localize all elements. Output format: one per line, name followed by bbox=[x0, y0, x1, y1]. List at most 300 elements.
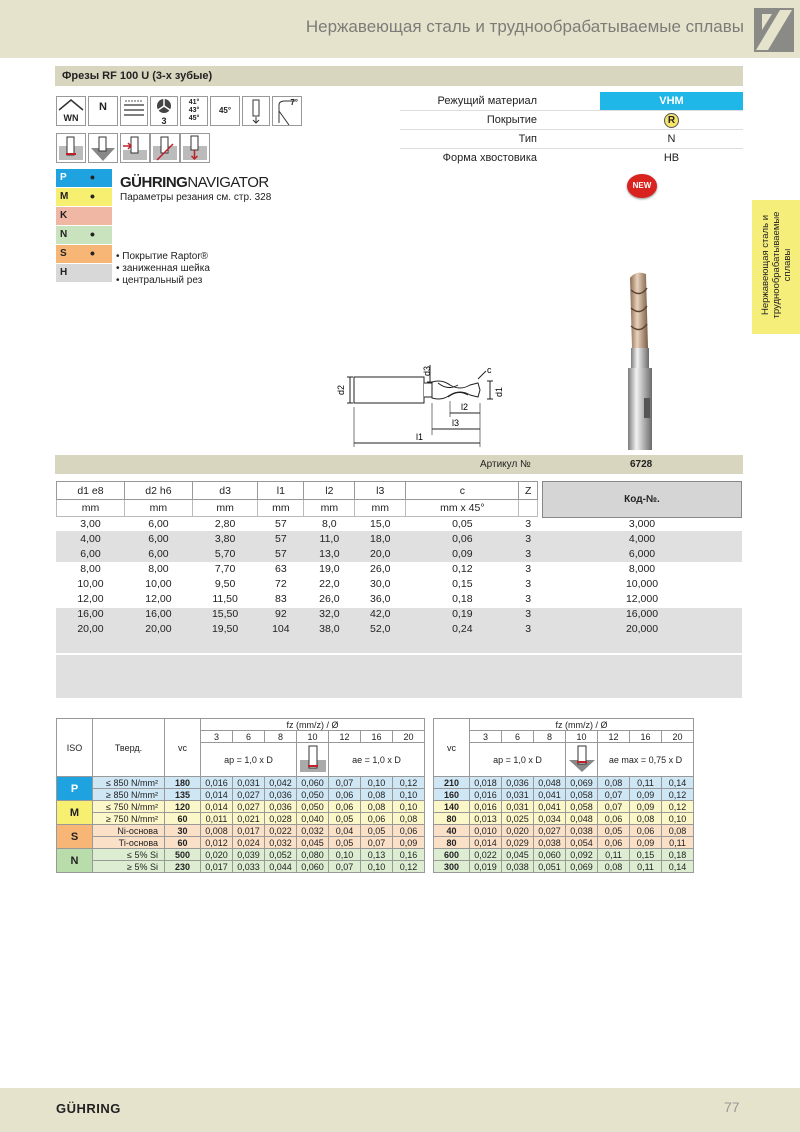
diameter-cell: 6 bbox=[502, 731, 534, 743]
hardness-cell: ≤ 5% Si bbox=[93, 849, 165, 861]
fz-cell: 0,09 bbox=[630, 789, 662, 801]
ap-label: ap = 1,0 x D bbox=[470, 743, 566, 777]
dim-cell: 4,00 bbox=[80, 533, 101, 545]
hardness-cell: ≤ 750 N/mm² bbox=[93, 801, 165, 813]
plunge-angle-icon bbox=[89, 134, 117, 162]
fz-cell: 0,045 bbox=[502, 849, 534, 861]
fz-cell: 0,040 bbox=[297, 813, 329, 825]
fz-cell: 0,008 bbox=[201, 825, 233, 837]
helix-symbol bbox=[272, 96, 302, 126]
dim-row bbox=[57, 562, 538, 577]
prop-row-coating bbox=[400, 111, 743, 130]
fz-cell: 0,092 bbox=[566, 849, 598, 861]
dim-unit-cell bbox=[519, 500, 538, 517]
code-number[interactable]: 10,000 bbox=[625, 578, 659, 590]
fz-cell: 0,06 bbox=[393, 825, 425, 837]
fz-cell: 0,060 bbox=[297, 861, 329, 873]
chamfer-symbol: 45° bbox=[210, 96, 240, 126]
prop-key: Форма хвостовика bbox=[442, 152, 537, 164]
vc-cell: 500 bbox=[165, 849, 201, 861]
dim-cell: 3 bbox=[525, 578, 532, 590]
fz-cell: 0,08 bbox=[361, 801, 393, 813]
fz-cell: 0,027 bbox=[534, 825, 566, 837]
fz-cell: 0,15 bbox=[630, 849, 662, 861]
dim-header-cell: l3 bbox=[355, 482, 406, 500]
diameter-cell: 10 bbox=[566, 731, 598, 743]
dim-cell: 0,15 bbox=[452, 578, 473, 590]
fz-cell: 0,09 bbox=[393, 837, 425, 849]
cutting-params-ref: Параметры резания см. стр. 328 bbox=[120, 192, 272, 203]
hardness-cell: Ni-основа bbox=[93, 825, 165, 837]
vc-cell: 180 bbox=[165, 777, 201, 789]
fz-cell: 0,032 bbox=[297, 825, 329, 837]
fz-header: fz (mm/z) / Ø bbox=[470, 719, 694, 731]
fz-cell: 0,021 bbox=[233, 813, 265, 825]
fz-cell: 0,051 bbox=[534, 861, 566, 873]
fz-cell: 0,08 bbox=[393, 813, 425, 825]
fz-cell: 0,07 bbox=[361, 837, 393, 849]
fz-cell: 0,08 bbox=[662, 825, 694, 837]
fz-cell: 0,060 bbox=[534, 849, 566, 861]
fz-cell: 0,10 bbox=[361, 861, 393, 873]
fz-cell: 0,013 bbox=[470, 813, 502, 825]
dim-unit-cell: mm bbox=[192, 500, 257, 517]
fz-cell: 0,16 bbox=[393, 849, 425, 861]
ramp-op-symbol bbox=[150, 133, 180, 163]
prop-row-material bbox=[400, 92, 743, 111]
dim-cell: 15,0 bbox=[370, 518, 391, 531]
iso-letter: S bbox=[60, 248, 67, 259]
fz-cell: 0,12 bbox=[662, 789, 694, 801]
code-number[interactable]: 16,000 bbox=[625, 608, 659, 620]
fz-cell: 0,11 bbox=[630, 861, 662, 873]
fz-cell: 0,011 bbox=[201, 813, 233, 825]
dim-row bbox=[57, 547, 538, 562]
ae-label: ae = 1,0 x D bbox=[329, 743, 425, 777]
fz-cell: 0,038 bbox=[566, 825, 598, 837]
feature-item: • заниженная шейка bbox=[116, 263, 210, 274]
fz-cell: 0,048 bbox=[534, 777, 566, 789]
fz-cell: 0,050 bbox=[297, 801, 329, 813]
hardness-cell: ≥ 850 N/mm² bbox=[93, 789, 165, 801]
fz-cell: 0,09 bbox=[630, 837, 662, 849]
dim-cell: 3 bbox=[525, 518, 532, 531]
iso-group-p bbox=[56, 169, 112, 187]
prop-key: Покрытие bbox=[486, 114, 537, 126]
code-column-header: Код-№. bbox=[542, 481, 742, 518]
fz-cell: 0,08 bbox=[630, 813, 662, 825]
row-band bbox=[56, 655, 742, 698]
fz-cell: 0,017 bbox=[233, 825, 265, 837]
d2-label: d2 bbox=[336, 384, 346, 395]
vc-header: vc bbox=[434, 719, 470, 777]
dim-row bbox=[57, 517, 538, 532]
fz-cell: 0,041 bbox=[534, 789, 566, 801]
fz-cell: 0,058 bbox=[566, 789, 598, 801]
dim-cell: 9,50 bbox=[214, 578, 236, 590]
dim-cell: 8,00 bbox=[80, 563, 101, 575]
page-number: 77 bbox=[724, 1099, 740, 1115]
dim-cell: 6,00 bbox=[148, 518, 169, 531]
cut-data-row bbox=[57, 801, 694, 813]
fz-cell: 0,12 bbox=[393, 777, 425, 789]
dim-row bbox=[57, 577, 538, 592]
iso-group-h bbox=[56, 264, 112, 282]
dim-cell: 0,09 bbox=[452, 548, 473, 560]
dim-cell: 0,19 bbox=[452, 608, 473, 620]
dim-units-row bbox=[57, 500, 538, 517]
vc-cell: 30 bbox=[165, 825, 201, 837]
fz-cell: 0,017 bbox=[201, 861, 233, 873]
code-number[interactable]: 6,000 bbox=[628, 548, 656, 560]
fz-cell: 0,069 bbox=[566, 861, 598, 873]
iso-mark: • bbox=[90, 245, 95, 261]
flutes-count: 3 bbox=[161, 116, 167, 126]
fz-cell: 0,05 bbox=[329, 813, 361, 825]
slotting-icon bbox=[57, 134, 85, 162]
vc-cell: 600 bbox=[434, 849, 470, 861]
fz-cell: 0,069 bbox=[566, 777, 598, 789]
fz-cell: 0,019 bbox=[470, 861, 502, 873]
fz-cell: 0,022 bbox=[265, 825, 297, 837]
roof-icon bbox=[57, 97, 85, 111]
iso-letter: H bbox=[60, 267, 68, 278]
hardness-cell: ≥ 750 N/mm² bbox=[93, 813, 165, 825]
dim-cell: 0,05 bbox=[452, 518, 473, 531]
d3-label: d3 bbox=[422, 365, 432, 376]
d1-label: d1 bbox=[494, 386, 504, 397]
fz-cell: 0,04 bbox=[329, 825, 361, 837]
fz-cell: 0,06 bbox=[630, 825, 662, 837]
fz-cell: 0,031 bbox=[233, 777, 265, 789]
vc-cell: 140 bbox=[434, 801, 470, 813]
fz-cell: 0,045 bbox=[297, 837, 329, 849]
fz-cell: 0,11 bbox=[598, 849, 630, 861]
iso-group-n bbox=[56, 226, 112, 244]
dim-cell: 5,70 bbox=[214, 548, 236, 560]
fz-cell: 0,016 bbox=[201, 777, 233, 789]
iso-group-m bbox=[56, 188, 112, 206]
fz-cell: 0,020 bbox=[502, 825, 534, 837]
cut-header-row bbox=[57, 719, 694, 731]
fz-cell: 0,11 bbox=[630, 777, 662, 789]
iso-group-k bbox=[56, 207, 112, 225]
dim-cell: 19,0 bbox=[319, 563, 340, 575]
cut-data-row bbox=[57, 837, 694, 849]
new-badge: NEW bbox=[627, 174, 657, 198]
fz-cell: 0,036 bbox=[265, 789, 297, 801]
code-number[interactable]: 3,000 bbox=[628, 518, 656, 530]
fz-cell: 0,10 bbox=[361, 777, 393, 789]
fz-cell: 0,036 bbox=[265, 801, 297, 813]
tool-dimension-drawing bbox=[330, 355, 510, 450]
footer-logo: GÜHRING bbox=[56, 1101, 121, 1116]
fz-cell: 0,10 bbox=[393, 801, 425, 813]
fz-cell: 0,033 bbox=[233, 861, 265, 873]
feature-list bbox=[116, 251, 210, 287]
dim-unit-cell: mm bbox=[304, 500, 355, 517]
n-symbol: N bbox=[88, 96, 118, 126]
code-number[interactable]: 12,000 bbox=[625, 593, 659, 605]
fz-cell: 0,010 bbox=[470, 825, 502, 837]
dim-cell: 7,70 bbox=[214, 563, 236, 575]
diameter-cell: 12 bbox=[329, 731, 361, 743]
fz-cell: 0,022 bbox=[470, 849, 502, 861]
dim-cell: 20,0 bbox=[370, 548, 391, 560]
dim-cell: 26,0 bbox=[370, 563, 391, 575]
dim-header-cell: d3 bbox=[192, 482, 257, 500]
fz-cell: 0,029 bbox=[502, 837, 534, 849]
code-number[interactable]: 20,000 bbox=[625, 623, 659, 635]
fz-cell: 0,018 bbox=[470, 777, 502, 789]
fz-cell: 0,058 bbox=[566, 801, 598, 813]
feature-item: • Покрытие Raptor® bbox=[116, 251, 209, 262]
ap-label: ap = 1,0 x D bbox=[201, 743, 297, 777]
dim-cell: 36,0 bbox=[370, 593, 391, 605]
surface-symbol bbox=[120, 96, 148, 126]
fz-cell: 0,012 bbox=[201, 837, 233, 849]
fz-cell: 0,048 bbox=[566, 813, 598, 825]
dim-cell: 57 bbox=[275, 533, 287, 545]
dim-cell: 11,0 bbox=[319, 533, 340, 545]
dim-cell: 10,00 bbox=[145, 578, 172, 590]
diameter-cell: 20 bbox=[662, 731, 694, 743]
guhring-emblem-icon bbox=[754, 8, 794, 52]
fz-cell: 0,08 bbox=[598, 861, 630, 873]
fz-cell: 0,14 bbox=[662, 861, 694, 873]
wn-label: WN bbox=[63, 113, 79, 123]
coating-badge bbox=[600, 111, 743, 129]
dim-cell: 6,00 bbox=[148, 548, 169, 560]
fz-cell: 0,13 bbox=[361, 849, 393, 861]
diameter-cell: 16 bbox=[361, 731, 393, 743]
fz-cell: 0,054 bbox=[566, 837, 598, 849]
dim-row bbox=[57, 622, 538, 637]
prop-key: Тип bbox=[518, 133, 537, 145]
flutes-symbol bbox=[150, 96, 178, 126]
l2-label: l2 bbox=[461, 402, 469, 412]
diameter-cell: 16 bbox=[630, 731, 662, 743]
fz-cell: 0,016 bbox=[470, 801, 502, 813]
fz-cell: 0,06 bbox=[598, 837, 630, 849]
dim-cell: 92 bbox=[275, 608, 287, 620]
dim-cell: 63 bbox=[275, 563, 287, 575]
dim-cell: 52,0 bbox=[370, 623, 391, 635]
iso-cell-p: P bbox=[57, 777, 93, 801]
brand-main: GÜHRING bbox=[120, 174, 188, 191]
dim-cell: 11,50 bbox=[212, 593, 238, 605]
dim-cell: 13,0 bbox=[319, 548, 340, 560]
diameter-cell: 3 bbox=[470, 731, 502, 743]
chapter-side-tab[interactable] bbox=[752, 200, 800, 334]
angles-symbol: 41° 43° 45° bbox=[180, 96, 208, 126]
vc-cell: 210 bbox=[434, 777, 470, 789]
dim-cell: 3 bbox=[525, 533, 532, 545]
dim-header-cell: Z bbox=[519, 482, 538, 500]
code-number[interactable]: 4,000 bbox=[628, 533, 656, 545]
vc-cell: 60 bbox=[165, 837, 201, 849]
fz-cell: 0,07 bbox=[329, 777, 361, 789]
prop-value: VHM bbox=[600, 92, 743, 110]
dim-cell: 12,00 bbox=[145, 593, 172, 605]
fz-cell: 0,050 bbox=[297, 789, 329, 801]
article-number: 6728 bbox=[630, 459, 653, 470]
dim-cell: 6,00 bbox=[80, 548, 101, 560]
vc-cell: 60 bbox=[165, 813, 201, 825]
fz-cell: 0,08 bbox=[361, 789, 393, 801]
dim-cell: 6,00 bbox=[148, 533, 169, 545]
prop-row-type bbox=[400, 130, 743, 149]
dim-cell: 0,18 bbox=[452, 593, 473, 605]
dim-cell: 8,00 bbox=[148, 563, 169, 575]
vc-cell: 40 bbox=[434, 825, 470, 837]
fz-cell: 0,060 bbox=[297, 777, 329, 789]
diameter-cell: 6 bbox=[233, 731, 265, 743]
fz-header: fz (mm/z) / Ø bbox=[201, 719, 425, 731]
dim-cell: 104 bbox=[272, 623, 290, 635]
cut-data-row bbox=[57, 825, 694, 837]
fz-cell: 0,06 bbox=[329, 789, 361, 801]
dim-unit-cell: mm bbox=[258, 500, 304, 517]
end-mill-photo bbox=[622, 268, 658, 450]
cut-data-row bbox=[57, 813, 694, 825]
dim-cell: 18,0 bbox=[370, 533, 391, 545]
fz-cell: 0,080 bbox=[297, 849, 329, 861]
fz-cell: 0,020 bbox=[201, 849, 233, 861]
three-flute-icon bbox=[151, 97, 177, 115]
code-number[interactable]: 8,000 bbox=[628, 563, 656, 575]
dim-header-cell: d1 e8 bbox=[57, 482, 125, 500]
iso-group-s bbox=[56, 245, 112, 263]
dim-cell: 32,0 bbox=[319, 608, 340, 620]
fz-cell: 0,028 bbox=[265, 813, 297, 825]
vc-cell: 230 bbox=[165, 861, 201, 873]
fz-cell: 0,18 bbox=[662, 849, 694, 861]
hardness-header: Тверд. bbox=[93, 719, 165, 777]
dim-unit-cell: mm x 45° bbox=[406, 500, 519, 517]
fz-cell: 0,031 bbox=[502, 801, 534, 813]
center-cut-symbol bbox=[242, 96, 270, 126]
cut-data-row bbox=[57, 861, 694, 873]
fz-cell: 0,12 bbox=[662, 801, 694, 813]
fz-cell: 0,11 bbox=[662, 837, 694, 849]
code-column bbox=[542, 518, 742, 638]
hardness-cell: ≤ 850 N/mm² bbox=[93, 777, 165, 789]
fz-cell: 0,05 bbox=[329, 837, 361, 849]
dim-cell: 0,06 bbox=[452, 533, 473, 545]
fz-cell: 0,032 bbox=[265, 837, 297, 849]
iso-cell-s: S bbox=[57, 825, 93, 849]
dim-cell: 3 bbox=[525, 593, 532, 605]
iso-header: ISO bbox=[57, 719, 93, 777]
cutting-data-table bbox=[56, 718, 694, 873]
dim-cell: 57 bbox=[275, 518, 287, 531]
dim-cell: 15,50 bbox=[211, 608, 239, 620]
fz-cell: 0,10 bbox=[393, 789, 425, 801]
cut-data-row bbox=[57, 789, 694, 801]
dim-cell: 3 bbox=[525, 623, 532, 635]
fz-cell: 0,07 bbox=[329, 861, 361, 873]
iso-letter: K bbox=[60, 210, 68, 221]
drill-op-symbol bbox=[180, 133, 210, 163]
fz-cell: 0,016 bbox=[470, 789, 502, 801]
article-label: Артикул № bbox=[480, 459, 531, 470]
dim-row bbox=[57, 607, 538, 622]
fz-cell: 0,06 bbox=[598, 813, 630, 825]
dim-cell: 20,00 bbox=[145, 623, 172, 635]
iso-cell-m: M bbox=[57, 801, 93, 825]
engagement-slot-icon bbox=[297, 743, 329, 777]
iso-letter: M bbox=[60, 191, 69, 202]
dim-cell: 72 bbox=[275, 578, 287, 590]
dim-cell: 20,00 bbox=[77, 623, 104, 635]
product-title: Фрезы RF 100 U (3-х зубые) bbox=[62, 70, 213, 82]
feature-item: • центральный рез bbox=[116, 275, 203, 286]
fz-cell: 0,014 bbox=[201, 801, 233, 813]
drill-down-icon bbox=[243, 97, 269, 125]
dim-cell: 12,00 bbox=[77, 593, 104, 605]
fz-cell: 0,07 bbox=[598, 789, 630, 801]
fz-cell: 0,06 bbox=[361, 813, 393, 825]
fz-cell: 0,027 bbox=[233, 801, 265, 813]
dim-cell: 30,0 bbox=[370, 578, 391, 590]
side-milling-icon bbox=[121, 134, 149, 162]
vc-cell: 300 bbox=[434, 861, 470, 873]
wn-symbol bbox=[56, 96, 86, 126]
iso-letter: N bbox=[60, 229, 68, 240]
dim-cell: 38,0 bbox=[319, 623, 340, 635]
dim-header-row bbox=[57, 482, 538, 500]
fz-cell: 0,038 bbox=[534, 837, 566, 849]
hardness-cell: Ti-основа bbox=[93, 837, 165, 849]
fz-cell: 0,039 bbox=[233, 849, 265, 861]
dim-cell: 16,00 bbox=[77, 608, 104, 620]
page-title: Нержавеющая сталь и труднообрабатываемые сплавы bbox=[305, 17, 744, 36]
profile-op-symbol bbox=[88, 133, 118, 163]
dim-row bbox=[57, 532, 538, 547]
diameter-cell: 8 bbox=[534, 731, 566, 743]
l1-label: l1 bbox=[416, 432, 424, 442]
table-gap bbox=[425, 719, 434, 873]
iso-cell-n: N bbox=[57, 849, 93, 873]
navigator-brand bbox=[120, 174, 269, 191]
dim-cell: 3,00 bbox=[80, 518, 101, 531]
l3-label: l3 bbox=[452, 418, 460, 428]
dim-cell: 0,24 bbox=[452, 623, 473, 635]
dim-cell: 83 bbox=[275, 593, 287, 605]
dim-cell: 3 bbox=[525, 548, 532, 560]
brand-sub: NAVIGATOR bbox=[187, 174, 269, 191]
dim-unit-cell: mm bbox=[124, 500, 192, 517]
fz-cell: 0,027 bbox=[233, 789, 265, 801]
dim-cell: 26,0 bbox=[319, 593, 340, 605]
iso-mark: • bbox=[90, 169, 95, 185]
prop-value: HB bbox=[663, 152, 680, 164]
side-tab-label: Нержавеющая сталь и труднообрабатываемые сплавы bbox=[760, 211, 793, 319]
diameter-cell: 10 bbox=[297, 731, 329, 743]
dim-cell: 3,80 bbox=[214, 533, 236, 545]
dim-row bbox=[57, 592, 538, 607]
dim-cell: 8,0 bbox=[322, 518, 337, 531]
hardness-cell: ≥ 5% Si bbox=[93, 861, 165, 873]
fz-cell: 0,14 bbox=[662, 777, 694, 789]
dim-header-cell: l2 bbox=[304, 482, 355, 500]
fz-cell: 0,07 bbox=[598, 801, 630, 813]
fz-cell: 0,05 bbox=[361, 825, 393, 837]
fz-cell: 0,042 bbox=[265, 777, 297, 789]
cut-data-row bbox=[57, 777, 694, 789]
vc-cell: 80 bbox=[434, 813, 470, 825]
